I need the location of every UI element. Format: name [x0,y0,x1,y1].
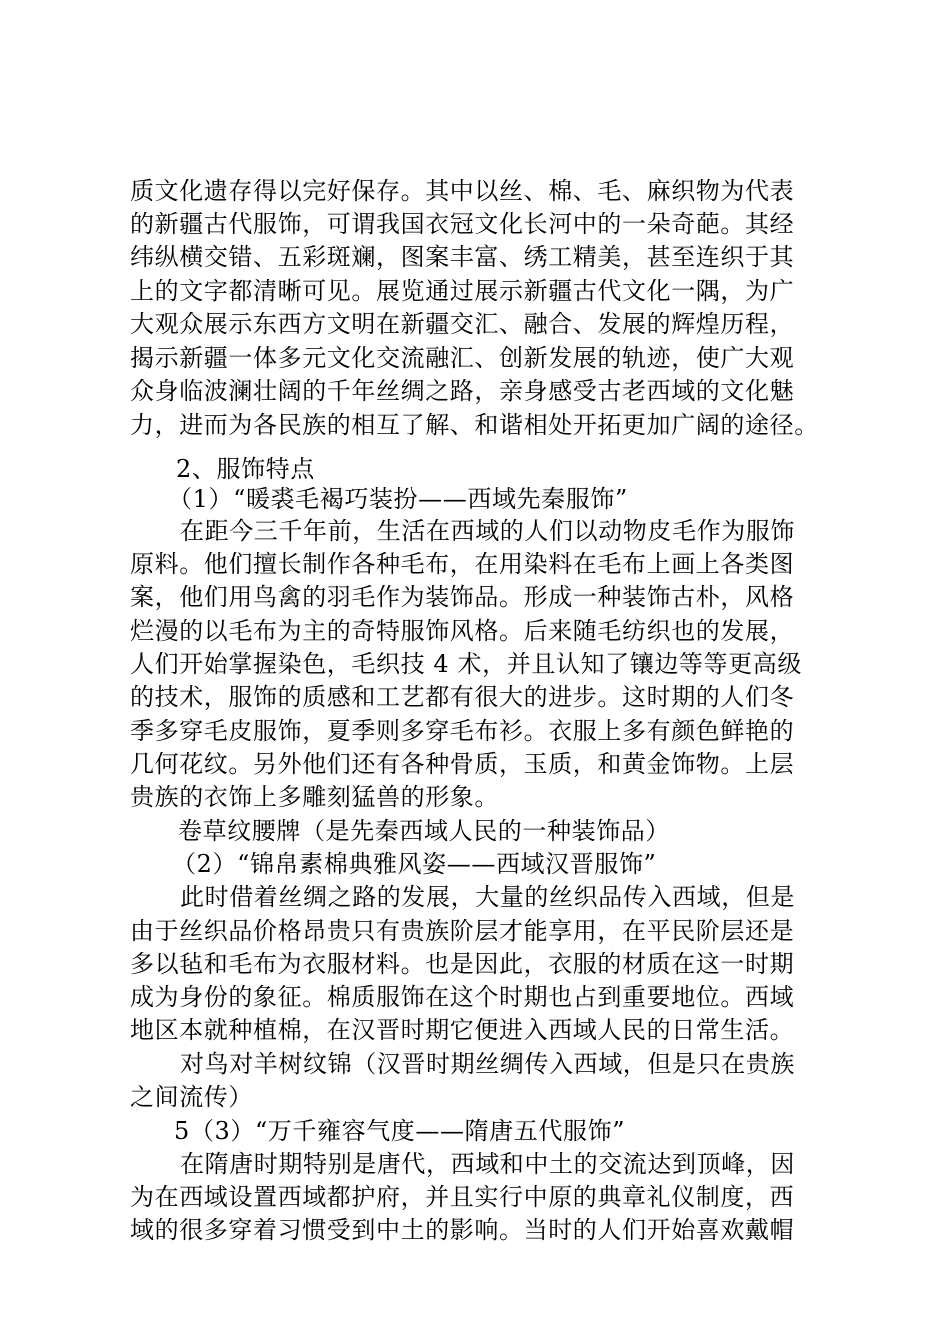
paragraph-first-line: 此时借着丝绸之路的发展，大量的丝织品传入西域，但是 [180,883,795,911]
subsection-heading: （2）“锦帛素棉典雅风姿——西域汉晋服饰” [172,850,657,878]
body-text-line: 多以毡和毛布为衣服材料。也是因此，衣服的材质在这一时期 [130,950,795,978]
paragraph-first-line: 在隋唐时期特别是唐代，西域和中土的交流达到顶峰，因 [180,1150,795,1178]
image-caption-continued: 之间流传） [130,1083,253,1111]
body-text-line: 贵族的衣饰上多雕刻猛兽的形象。 [130,783,499,811]
body-text-line: 众身临波澜壮阔的千年丝绸之路，亲身感受古老西域的文化魅 [130,377,795,405]
body-text-line: 力，进而为各民族的相互了解、和谐相处开拓更加广阔的途径。 [130,411,819,439]
body-text-line: 的新疆古代服饰，可谓我国衣冠文化长河中的一朵奇葩。其经 [130,210,795,238]
body-text-line: 烂漫的以毛布为主的奇特服饰风格。后来随毛纺织也的发展， [130,617,795,645]
body-text-line: 为在西域设置西域都护府，并且实行中原的典章礼仪制度，西 [130,1183,795,1211]
image-caption: 对鸟对羊树纹锦（汉晋时期丝绸传入西域，但是只在贵族 [180,1050,795,1078]
body-text-line: 域的很多穿着习惯受到中土的影响。当时的人们开始喜欢戴帽 [130,1216,795,1244]
body-text-line: 上的文字都清晰可见。展览通过展示新疆古代文化一隅，为广 [130,277,795,305]
body-text-line: 原料。他们擅长制作各种毛布，在用染料在毛布上画上各类图 [130,550,795,578]
body-text-line: 人们开始掌握染色，毛织技 4 术，并且认知了镶边等等更高级 [130,650,802,678]
paragraph-first-line: 在距今三千年前，生活在西域的人们以动物皮毛作为服饰 [180,517,795,545]
body-text-line: 揭示新疆一体多元文化交流融汇、创新发展的轨迹，使广大观 [130,344,795,372]
subsection-heading: 5（3）“万千雍容气度——隋唐五代服饰” [174,1117,626,1145]
body-text-line: 质文化遗存得以完好保存。其中以丝、棉、毛、麻织物为代表 [130,177,795,205]
body-text-line: 纬纵横交错、五彩斑斓，图案丰富、绣工精美，甚至连织于其 [130,243,795,271]
section-heading: 2、服饰特点 [176,455,315,483]
body-text-line: 季多穿毛皮服饰，夏季则多穿毛布衫。衣服上多有颜色鲜艳的 [130,717,795,745]
body-text-line: 几何花纹。另外他们还有各种骨质，玉质，和黄金饰物。上层 [130,750,795,778]
body-text-line: 由于丝织品价格昂贵只有贵族阶层才能享用，在平民阶层还是 [130,917,795,945]
body-text-line: 的技术，服饰的质感和工艺都有很大的进步。这时期的人们冬 [130,683,795,711]
body-text-line: 地区本就种植棉，在汉晋时期它便进入西域人民的日常生活。 [130,1016,795,1044]
body-text-line: 成为身份的象征。棉质服饰在这个时期也占到重要地位。西域 [130,983,795,1011]
body-text-line: 案，他们用鸟禽的羽毛作为装饰品。形成一种装饰古朴，风格 [130,583,795,611]
body-text-line: 大观众展示东西方文明在新疆交汇、融合、发展的辉煌历程， [130,310,795,338]
image-caption: 卷草纹腰牌（是先秦西域人民的一种装饰品） [178,817,670,845]
subsection-heading: （1）“暖裘毛褐巧装扮——西域先秦服饰” [168,485,628,513]
